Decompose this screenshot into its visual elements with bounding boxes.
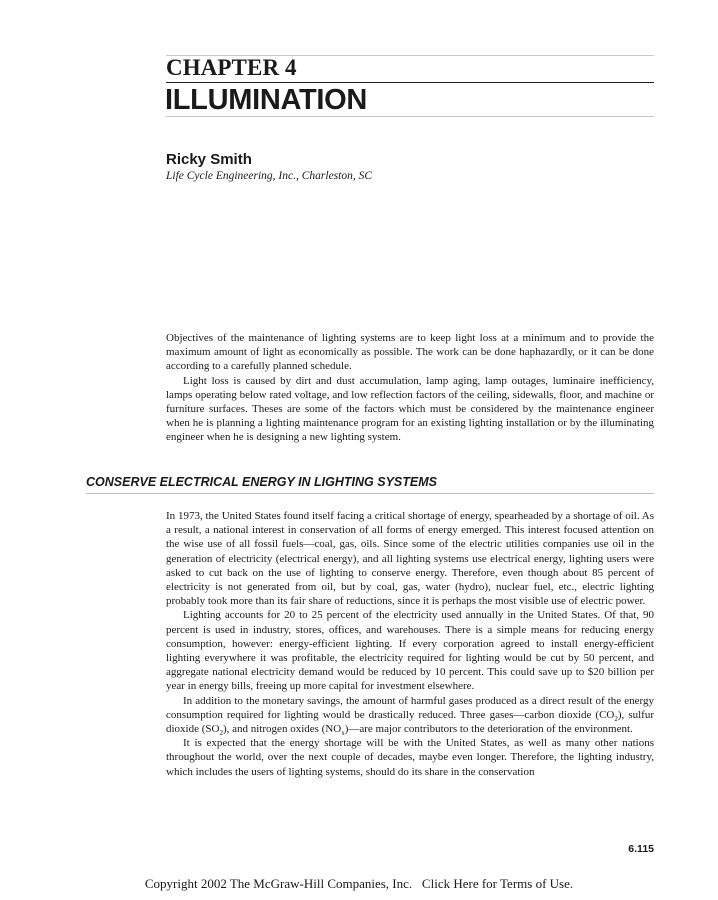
section-paragraph: In 1973, the United States found itself facing a critical shortage of energy, spearheaded by a shortage of oil. As a result, a national interest in conservation of all forms of energy emerged. This interest focused attention on the wise use of all fossil fuels—coal, gas, oils. Since some of the electric utilities companies use oil in the generation of electricity (electrical energy), and all lighting systems use electrical energy, lighting users were asked to cut back on the use of lighting to conserve energy. Therefore, even though about 85 percent of electricity is not generated from oil, but by coal, gas, water (hydro), nuclear fuel, etc., electric lighting probably took more than its fair share of reductions, since it is perhaps the most visible use of electric power. <box>166 510 654 608</box>
intro-paragraph: Light loss is caused by dirt and dust accumulation, lamp aging, lamp outages, luminaire inefficiency, lamps operating below rated voltage, and low reflection factors of the ceiling, sidewalls, floor, and machine or furniture surfaces. Theses are some of the factors which must be considered by the maintenance engineer when he is planning a lighting maintenance program for an existing lighting installation or by the illuminating engineer when he is designing a new lighting system. <box>166 374 654 444</box>
intro-text <box>166 331 654 445</box>
section-heading: CONSERVE ELECTRICAL ENERGY IN LIGHTING SYSTEMS <box>86 474 654 494</box>
gases-text: ), and nitrogen oxides (NO <box>222 723 342 736</box>
chapter-title: ILLUMINATION <box>165 84 368 116</box>
gases-text: In addition to the monetary savings, the amount of harmful gases produced as a direct result of the energy consumption required for lighting would be drastically reduced. Three gases—carbon dioxide (CO <box>166 694 654 721</box>
subscript: x <box>341 729 345 738</box>
section-body <box>166 509 654 779</box>
copyright-footer <box>0 876 718 892</box>
section-paragraph-gases <box>166 694 654 737</box>
chapter-label: CHAPTER 4 <box>166 55 297 80</box>
section-paragraph: Lighting accounts for 20 to 25 percent of the electricity used annually in the United States. Of that, 90 percent is used in industry, stores, offices, and warehouses. There is a simple means for reducing energy consumption, however: energy-efficient lighting. If every corporation agreed to install energy-efficient lighting everywhere it was profitable, the electricity required for lighting would be cut by 50 percent, and aggregate national electricity demand would be reduced by 10 percent. This could save up to $20 billion per year in energy bills, freeing up more capital for investment elsewhere. <box>166 609 654 693</box>
author-name: Ricky Smith <box>166 151 252 168</box>
gases-text: )—are major contributors to the deterioration of the environment. <box>344 723 633 736</box>
gases-text: ), sulfur dioxide (SO <box>166 708 654 736</box>
intro-paragraph: Objectives of the maintenance of lighting systems are to keep light loss at a minimum and to provide the maximum amount of light as economically as possible. The work can be done haphazardly, or it can be done according to a carefully planned schedule. <box>166 332 654 373</box>
page-number: 6.115 <box>628 843 654 855</box>
terms-of-use-link[interactable]: Click Here for Terms of Use. <box>421 876 574 891</box>
chapter-bottom-rule <box>166 116 654 117</box>
section-paragraph: It is expected that the energy shortage will be with the United States, as well as many other nations throughout the world, over the next couple of decades, maybe even longer. Therefore, the lighting industry, which includes the users of lighting systems, should do its share in the conservation <box>166 737 654 778</box>
copyright-text: Copyright 2002 The McGraw-Hill Companies, Inc. <box>144 876 413 891</box>
subscript: 2 <box>219 729 223 738</box>
subscript: 2 <box>614 715 618 724</box>
author-affiliation: Life Cycle Engineering, Inc., Charleston, SC <box>166 170 373 182</box>
